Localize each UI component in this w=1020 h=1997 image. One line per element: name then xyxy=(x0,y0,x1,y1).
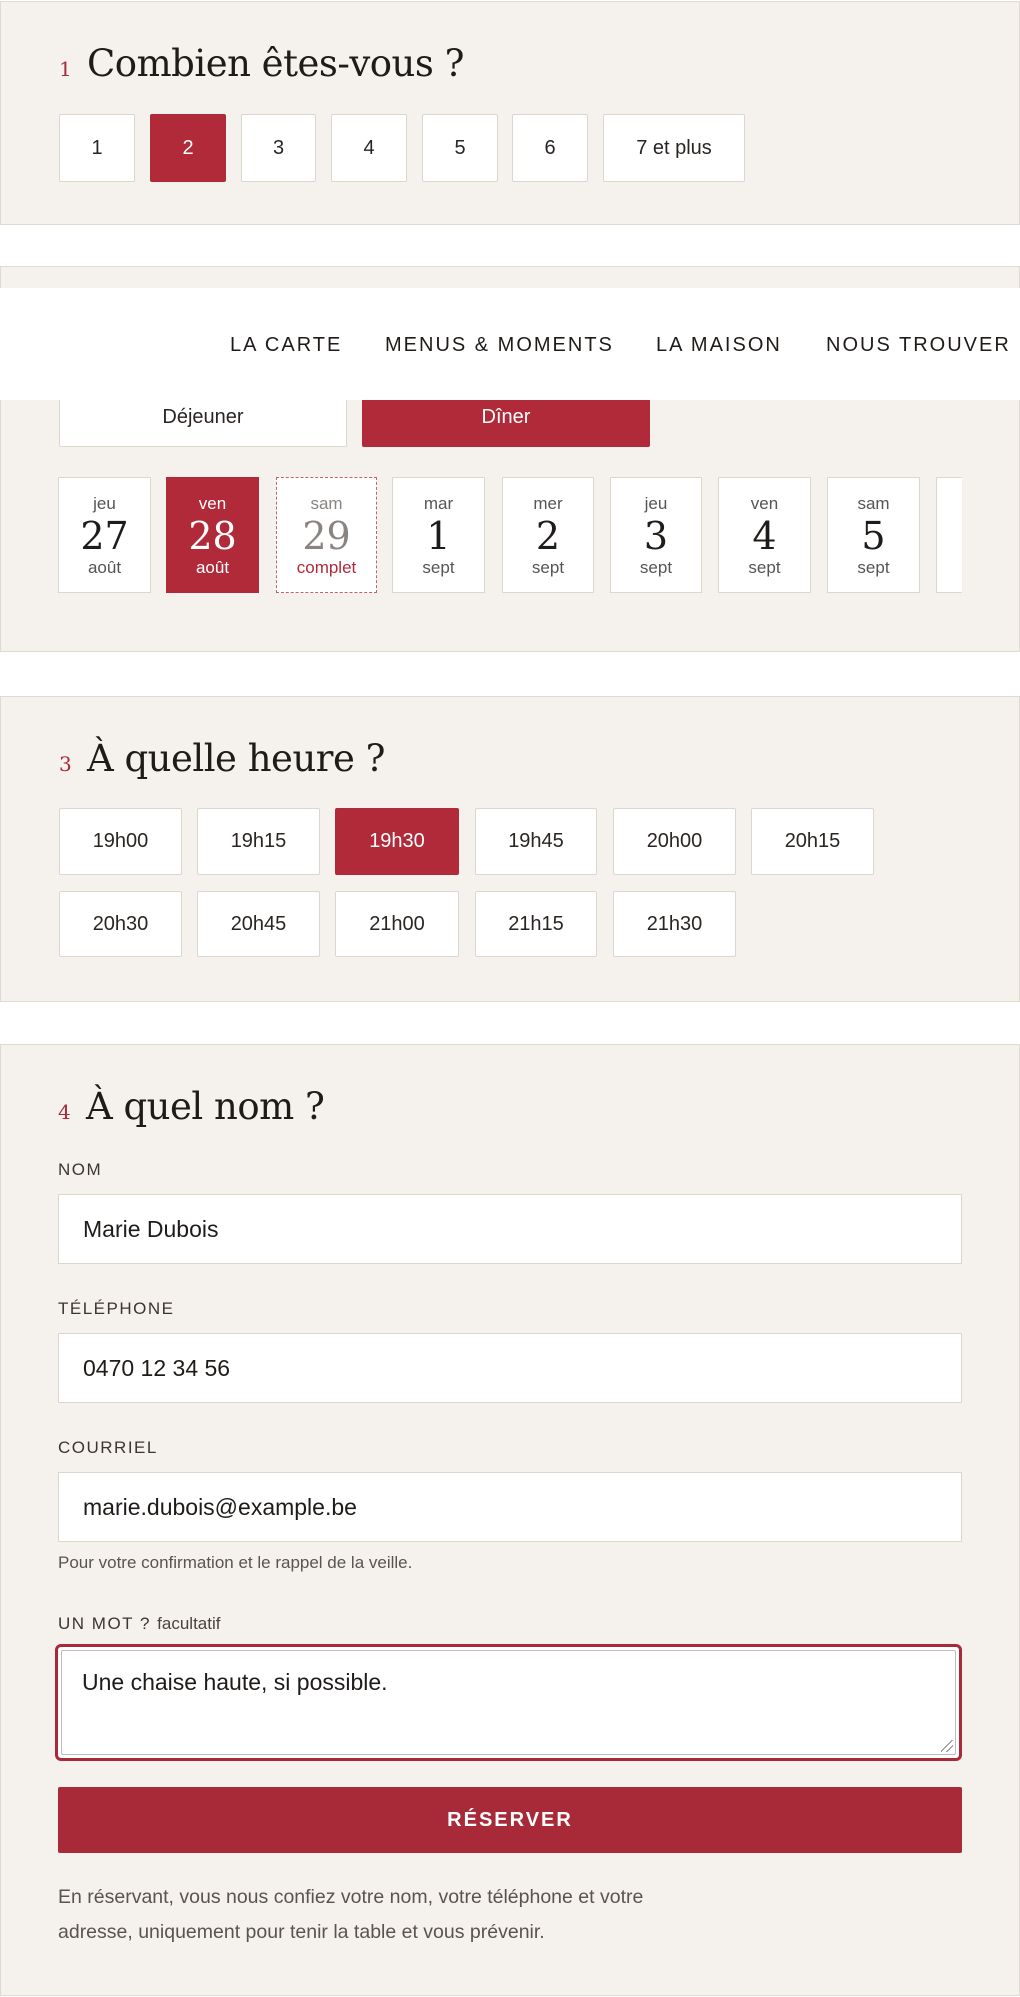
email-hint: Pour votre confirmation et le rappel de la veille. xyxy=(58,1553,413,1572)
note-textarea[interactable]: Une chaise haute, si possible. xyxy=(55,1644,962,1761)
party-size-option[interactable]: 7 et plus xyxy=(603,114,745,182)
date-card[interactable]: jeu 27 août xyxy=(58,477,151,593)
step-title: Combien êtes-vous ? xyxy=(87,42,464,85)
time-heading xyxy=(59,737,385,780)
time-option[interactable]: 20h30 xyxy=(59,891,182,957)
time-option[interactable]: 21h30 xyxy=(613,891,736,957)
date-card[interactable]: sam 5 sept xyxy=(827,477,920,593)
step-number: 3 xyxy=(59,752,72,776)
party-size-option-selected[interactable]: 2 xyxy=(150,114,226,182)
party-size-option[interactable]: 5 xyxy=(422,114,498,182)
date-card-full: sam 29 complet xyxy=(276,477,377,593)
party-size-option[interactable]: 6 xyxy=(512,114,588,182)
step-title: À quelle heure ? xyxy=(87,737,385,780)
date-card[interactable]: jeu 3 sept xyxy=(610,477,702,593)
meal-option-dejeuner[interactable]: Déjeuner xyxy=(59,387,347,447)
name-field[interactable]: Marie Dubois xyxy=(58,1194,962,1264)
name-label: NOM xyxy=(58,1160,103,1179)
nav-item-menus-moments[interactable]: MENUS & MOMENTS xyxy=(385,334,614,356)
top-navigation xyxy=(0,288,1020,400)
date-card[interactable]: ven 4 sept xyxy=(718,477,811,593)
date-card[interactable]: mar 1 sept xyxy=(392,477,485,593)
time-option[interactable]: 20h45 xyxy=(197,891,320,957)
optional-tag: facultatif xyxy=(157,1614,221,1633)
step-title: À quel nom ? xyxy=(86,1085,325,1128)
time-option[interactable]: 20h15 xyxy=(751,808,874,875)
party-size-heading xyxy=(59,42,464,85)
phone-field[interactable]: 0470 12 34 56 xyxy=(58,1333,962,1403)
contact-heading xyxy=(58,1085,324,1128)
date-card-partial[interactable] xyxy=(936,477,962,593)
nav-item-la-carte[interactable]: LA CARTE xyxy=(230,334,343,356)
date-card[interactable]: mer 2 sept xyxy=(502,477,594,593)
time-option[interactable]: 19h00 xyxy=(59,808,182,875)
step-number: 4 xyxy=(58,1100,71,1124)
time-option[interactable]: 20h00 xyxy=(613,808,736,875)
note-label: UN MOT ? facultatif xyxy=(58,1614,221,1633)
privacy-note: En réservant, vous nous confiez votre nom, votre téléphone et votre adresse, uniquement pour tenir la table et vous prévenir. xyxy=(58,1886,644,1943)
party-size-section xyxy=(0,1,1020,225)
reserve-button[interactable]: RÉSERVER xyxy=(58,1787,962,1853)
time-option[interactable]: 19h45 xyxy=(475,808,597,875)
step-number: 1 xyxy=(59,57,72,81)
phone-label: TÉLÉPHONE xyxy=(58,1299,175,1318)
party-size-option[interactable]: 1 xyxy=(59,114,135,182)
email-field[interactable]: marie.dubois@example.be xyxy=(58,1472,962,1542)
email-label: COURRIEL xyxy=(58,1438,158,1457)
date-card-selected[interactable]: ven 28 août xyxy=(166,477,259,593)
resize-handle-icon[interactable] xyxy=(941,1740,953,1752)
party-size-option[interactable]: 4 xyxy=(331,114,407,182)
nav-item-la-maison[interactable]: LA MAISON xyxy=(656,334,782,356)
nav-item-nous-trouver[interactable]: NOUS TROUVER xyxy=(826,334,1011,356)
party-size-option[interactable]: 3 xyxy=(241,114,316,182)
meal-option-diner[interactable]: Dîner xyxy=(362,387,650,447)
time-section xyxy=(0,696,1020,1002)
time-option[interactable]: 21h15 xyxy=(475,891,597,957)
time-option[interactable]: 21h00 xyxy=(335,891,459,957)
time-option[interactable]: 19h15 xyxy=(197,808,320,875)
time-option-selected[interactable]: 19h30 xyxy=(335,808,459,875)
